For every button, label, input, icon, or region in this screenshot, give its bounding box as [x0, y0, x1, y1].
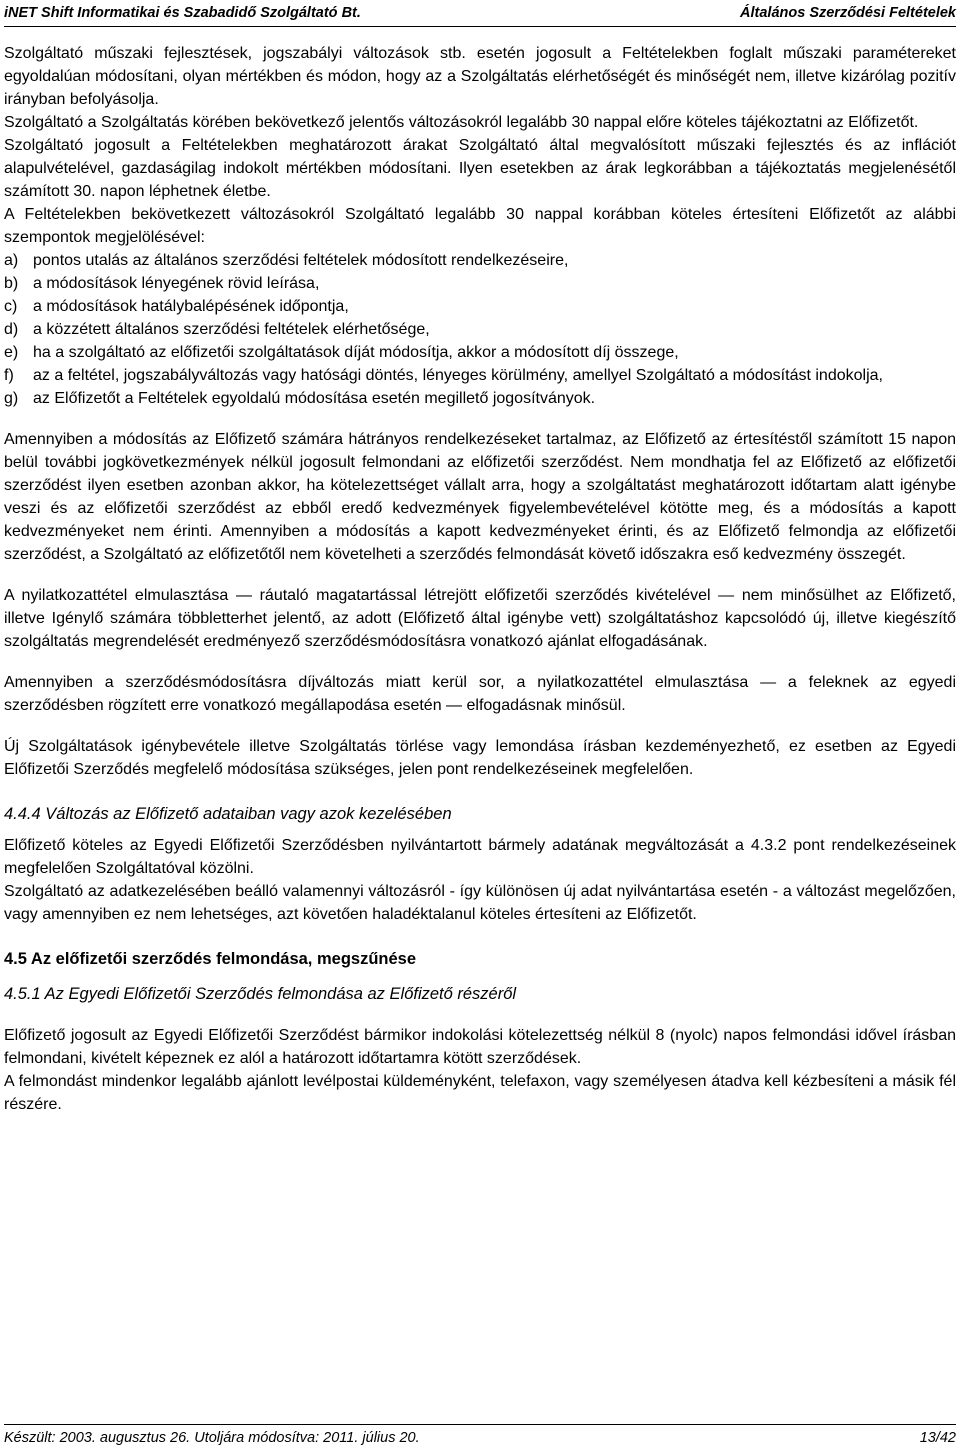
list-marker: f)	[4, 367, 14, 384]
footer-dates: Készült: 2003. augusztus 26. Utoljára módosítva: 2011. július 20.	[4, 1430, 420, 1446]
paragraph: Szolgáltató az adatkezelésében beálló valamennyi változásról - így különösen új adat nyilvántartása esetén - a változást megelőzően, vagy amennyiben ez nem lehetséges, azt követően haladéktalanul köteles értesíteni az Előfizetőt.	[4, 883, 956, 923]
header-doc-title: Általános Szerződési Feltételek	[740, 5, 956, 21]
list-marker: d)	[4, 321, 19, 338]
list-item	[4, 295, 956, 318]
paragraph: A nyilatkozattétel elmulasztása — ráutaló magatartással létrejött előfizetői szerződés kivételével — nem minősülhet az Előfizető, illetve Igénylő számára többletterhet jelentő, az adott (Előfizető által igénybe vett) szolgáltatáshoz kapcsolódó új, illetve kiegészítő szolgáltatás megrendelését eredményező szerződésmódosításra vonatkozó ajánlat elfogadásának.	[4, 587, 956, 650]
list-item	[4, 318, 956, 341]
paragraph: Előfizető köteles az Egyedi Előfizetői Szerződésben nyilvántartott bármely adatának megváltozását a 4.3.2 pont rendelkezéseinek megfelelően Szolgáltatóval közölni.	[4, 837, 956, 877]
page-footer	[4, 1424, 956, 1447]
list-item	[4, 249, 956, 272]
list-text: ha a szolgáltató az előfizetői szolgáltatások díját módosítja, akkor a módosított díj összege,	[33, 344, 679, 361]
list-text: a módosítások hatálybalépésének időpontja,	[33, 298, 349, 315]
document-body	[4, 42, 956, 1116]
list-marker: e)	[4, 344, 19, 361]
section-heading-4-5-1: 4.5.1 Az Egyedi Előfizetői Szerződés felmondása az Előfizető részéről	[4, 985, 517, 1003]
list-text: pontos utalás az általános szerződési feltételek módosított rendelkezéseire,	[33, 252, 569, 269]
paragraph: A Feltételekben bekövetkezett változásokról Szolgáltató legalább 30 nappal korábban köteles értesíteni Előfizetőt az alábbi szempontok megjelölésével:	[4, 206, 956, 246]
list-text: az a feltétel, jogszabályváltozás vagy hatósági döntés, lényeges körülmény, amellyel Szolgáltató a módosítást indokolja,	[33, 367, 883, 384]
list-marker: c)	[4, 298, 18, 315]
page-header	[4, 2, 956, 27]
section-heading-4-5: 4.5 Az előfizetői szerződés felmondása, megszűnése	[4, 950, 417, 968]
header-company: iNET Shift Informatikai és Szabadidő Szolgáltató Bt.	[4, 5, 361, 21]
paragraph: Amennyiben a szerződésmódosításra díjváltozás miatt kerül sor, a nyilatkozattétel elmulasztása — a feleknek az egyedi szerződésben rögzített erre vonatkozó megállapodása esetén — elfogadásnak minősül.	[4, 674, 956, 714]
section-heading-4-4-4: 4.4.4 Változás az Előfizető adataiban vagy azok kezelésében	[4, 805, 452, 823]
paragraph: Szolgáltató műszaki fejlesztések, jogszabályi változások stb. esetén jogosult a Feltételekben foglalt műszaki paramétereket egyoldalúan módosítani, olyan mértékben és módon, hogy az a Szolgáltatás elérhetőségét és minőségét nem, illetve kizárólag pozitív irányban befolyásolja.	[4, 45, 956, 108]
list-item	[4, 272, 956, 295]
list-marker: b)	[4, 275, 19, 292]
list-text: az Előfizetőt a Feltételek egyoldalú módosítása esetén megillető jogosítványok.	[33, 390, 596, 407]
paragraph: A felmondást mindenkor legalább ajánlott levélpostai küldeményként, telefaxon, vagy személyesen átadva kell kézbesíteni a másik fél részére.	[4, 1073, 956, 1113]
list-text: a közzétett általános szerződési feltételek elérhetősége,	[33, 321, 430, 338]
paragraph: Amennyiben a módosítás az Előfizető számára hátrányos rendelkezéseket tartalmaz, az Előfizető az értesítéstől számított 15 napon belül további jogkövetkezmények nélkül jogosult felmondani az előfizetői szerződést. Nem mondhatja fel az Előfizető az előfizetői szerződést ilyen esetben azonban akkor, ha kötelezettséget vállalt arra, hogy a szolgáltatást meghatározott időtartam alatt igénybe veszi és az előfizetői szerződést az ebből eredő kedvezmények figyelembevételével kötötte meg, és a módosítás a kapott kedvezményeket nem érinti. Amennyiben a módosítás a kapott kedvezményeket érinti, és az Előfizető felmondja az előfizetői szerződést, a Szolgáltató az előfizetőtől nem követelheti a szerződés felmondását követő időszakra eső kedvezmény összegét.	[4, 431, 956, 563]
list-marker: g)	[4, 390, 19, 407]
list-marker: a)	[4, 252, 19, 269]
paragraph: Szolgáltató a Szolgáltatás körében bekövetkező jelentős változásokról legalább 30 nappal előre köteles tájékoztatni az Előfizetőt.	[4, 114, 919, 131]
list-item	[4, 364, 956, 387]
list-text: a módosítások lényegének rövid leírása,	[33, 275, 320, 292]
page-number: 13/42	[919, 1430, 956, 1446]
list-item	[4, 387, 956, 410]
change-list	[4, 249, 956, 410]
paragraph: Előfizető jogosult az Egyedi Előfizetői Szerződést bármikor indokolási kötelezettség nélkül 8 (nyolc) napos felmondási idővel írásban felmondani, kivételt képeznek ez alól a határozott időtartamra kötött szerződések.	[4, 1027, 956, 1067]
paragraph: Új Szolgáltatások igénybevétele illetve Szolgáltatás törlése vagy lemondása írásban kezdeményezhető, ez esetben az Egyedi Előfizetői Szerződés megfelelő módosítása szükséges, jelen pont rendelkezéseinek megfelelően.	[4, 738, 956, 778]
paragraph: Szolgáltató jogosult a Feltételekben meghatározott árakat Szolgáltató által megvalósított műszaki fejlesztés és az inflációt alapulvételével, gazdaságilag indokolt mértékben módosítani. Ilyen esetekben az árak legkorábban a tájékoztatás megjelenésétől számított 30. napon léphetnek életbe.	[4, 137, 956, 200]
list-item	[4, 341, 956, 364]
